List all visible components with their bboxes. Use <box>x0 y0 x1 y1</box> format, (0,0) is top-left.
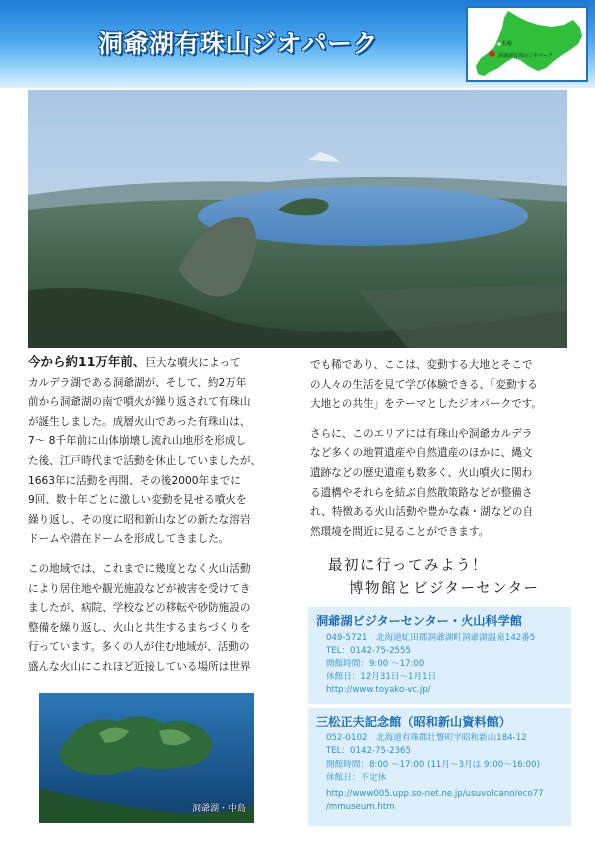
map-label-sapporo: 札幌 <box>502 41 513 47</box>
info-title-mimatsu-museum: 三松正夫記念館（昭和新山資料館） <box>316 715 511 729</box>
hokkaido-map <box>466 6 588 82</box>
info-hours: 開館時間：9:00 〜17:00 <box>326 659 425 669</box>
info-closed: 休館日：不定休 <box>326 773 387 783</box>
lake-nakajima-photo <box>39 693 254 823</box>
info-box-mimatsu-museum <box>308 708 571 826</box>
text-line: カルデラ湖である洞爺湖が、そして、約2万年 <box>28 376 247 389</box>
info-address: 052-0102 北海道有珠郡壮瞥町字昭和新山184-12 <box>326 733 527 743</box>
text-line: 大地との共生」をテーマとしたジオパークです。 <box>310 398 543 411</box>
text-line: た後、江戸時代まで活動を休止していましたが、 <box>28 454 262 467</box>
map-label-geopark: 洞爺湖有珠山ジオパーク <box>498 53 553 59</box>
text-line: 遺跡などの歴史遺産も数多く、火山噴火に関わ <box>310 466 533 479</box>
info-title-visitor-center: 洞爺湖ビジターセンター・火山科学館 <box>316 614 522 628</box>
info-url-link-cont[interactable]: /mmuseum.htm <box>326 802 395 812</box>
text-line: さらに、このエリアには有珠山や洞爺カルデラ <box>310 427 533 440</box>
page-title: 洞爺湖有珠山ジオパーク <box>98 29 379 58</box>
text-line: 7〜 8千年前に山体崩壊し流れ山地形を形成し <box>28 435 247 448</box>
text-line: により居住地や観光施設などが被害を受けてき <box>28 582 251 595</box>
paragraph-heritage <box>310 425 572 543</box>
callout-line-1: 最初に行ってみよう！ <box>328 558 488 574</box>
aerial-photo-graphic <box>28 90 567 348</box>
info-address: 049-5721 北海道虻田郡洞爺湖町洞爺湖温泉142番5 <box>326 633 536 643</box>
sapporo-marker <box>497 42 500 45</box>
text-line: 整備を繰り返し、火山と共生するまちづくりを <box>28 621 251 634</box>
text-line: が誕生しました。成層火山であった有珠山は、 <box>28 415 251 428</box>
paragraph-community <box>28 560 290 678</box>
info-tel: TEL：0142-75-2365 <box>326 746 411 756</box>
text-line: この地域では、これまでに幾度となく火山活動 <box>28 562 251 575</box>
text-line: でも稀であり、ここは、変動する大地とそこで <box>310 359 533 371</box>
text-line: 然環境を間近に見ることができます。 <box>310 525 490 538</box>
photo-caption: 洞爺湖・中島 <box>191 804 246 814</box>
geopark-marker <box>489 51 495 57</box>
info-url-link[interactable]: http://www.toyako-vc.jp/ <box>326 685 431 695</box>
paragraph-theme <box>310 356 572 415</box>
text-line: 繰り返し、その度に昭和新山などの新たな溶岩 <box>28 513 251 526</box>
text-line: る遺構やそれらを結ぶ自然散策路などが整備さ <box>310 486 533 499</box>
body-column-left <box>28 352 290 678</box>
text-line: の人々の生活を見て学び体験できる、「変動する <box>310 378 538 391</box>
info-box-visitor-center <box>308 607 571 704</box>
hokkaido-land-shape <box>476 11 582 76</box>
text-line: 盛んな火山にこれほど近接している場所は世界 <box>28 660 251 673</box>
text-line: れ、特徴ある火山活動や豊かな森・湖などの自 <box>310 506 534 519</box>
text-line: 行っています。多くの人が住む地域が、活動の <box>28 641 250 654</box>
text-line: など多くの地質遺産や自然遺産のほかに、縄文 <box>310 447 533 460</box>
text-line: 巨大な噴火によって <box>145 357 241 369</box>
text-line: ドームや潜在ドームを形成してきました。 <box>28 533 230 546</box>
info-hours: 開館時間：8:00 〜17:00 (11月〜3月は 9:00〜16:00) <box>326 760 540 770</box>
info-tel: TEL：0142-75-2555 <box>326 646 411 656</box>
callout-line-2: 博物館とビジターセンター <box>349 581 540 597</box>
text-line: 1663年に活動を再開、その後2000年までに <box>28 474 241 487</box>
lead-text: 今から約11万年前、 <box>28 354 146 369</box>
info-url-link[interactable]: http://www005.upp.so-net.ne.jp/usuvolcano/eco77 <box>326 789 544 799</box>
text-line: 前から洞爺湖の南で噴火が繰り返されて有珠山 <box>28 396 251 409</box>
aerial-photo <box>28 90 567 348</box>
text-line: 9回、数十年ごとに激しい変動を見せる噴火を <box>28 494 247 507</box>
paragraph-history <box>28 352 290 550</box>
text-line: ましたが、病院、学校などの移転や砂防施設の <box>28 602 251 615</box>
info-closed: 休館日：12月31日〜1月1日 <box>326 672 437 682</box>
hokkaido-map-graphic <box>468 8 586 80</box>
body-column-right <box>310 356 572 542</box>
